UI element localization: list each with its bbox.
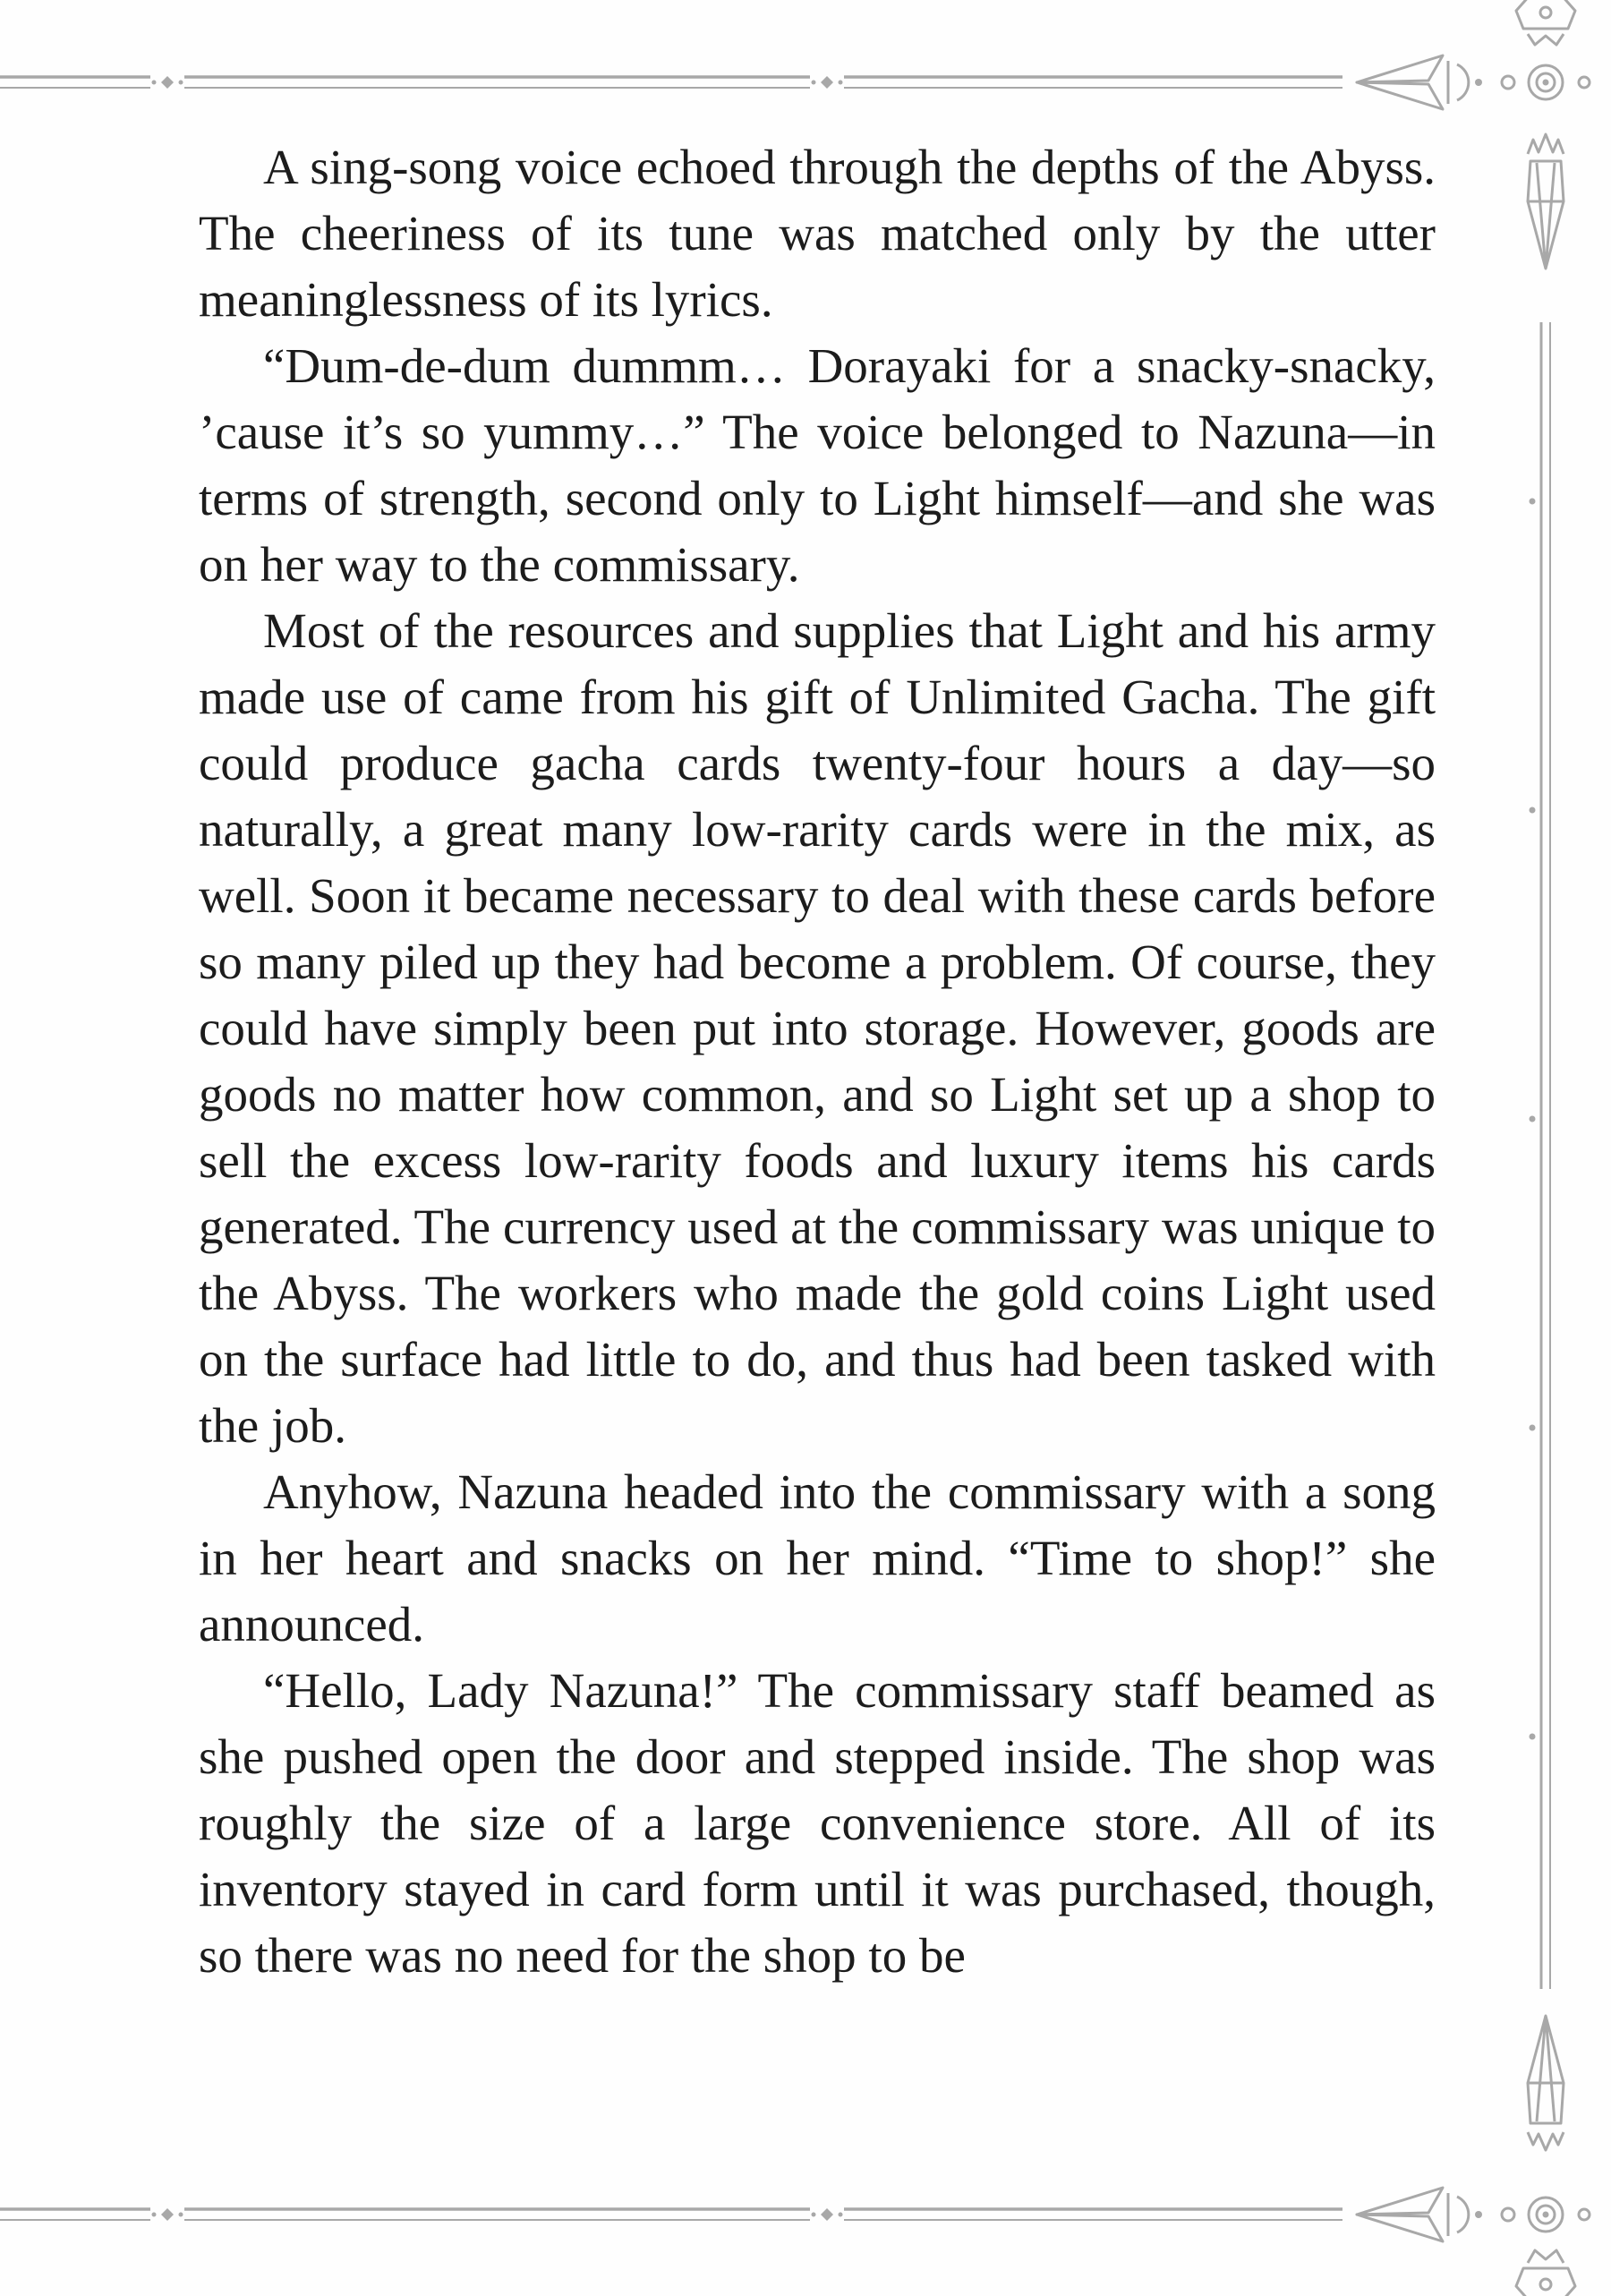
pendant-crystal-bottom [1528,2016,1564,2150]
top-rule-divider-ornament [152,76,843,89]
pendant-crystal-top [1528,134,1564,269]
right-rail-dots [1530,499,1536,1740]
paragraph-3: Most of the resources and supplies that Light and his army made use of came from his gift of Unlimited Gacha. The gift could produce gacha cards twenty-four hours a day—so naturally, a great many low-rarity cards were in the mix, as well. Soon it became necessary to deal with these cards before so many piled up they had become a problem. Of course, they could have simply been put into storage. However, goods are goods no matter how common, and so Light set up a shop to sell the excess low-rarity foods and luxury items his cards generated. The currency used at the commissary was unique to the Abyss. The workers who made the gold coins Light used on the surface had little to do, and thus had been tasked with the job. [199,603,1436,1453]
bottom-border-rule [0,2208,1342,2221]
bottom-circle-ornament [1502,2198,1590,2232]
paragraph-4: Anyhow, Nazuna headed into the commissary with a song in her heart and snacks on her mind. “Time to shop!” she announced. [199,1464,1436,1652]
right-rail [1530,322,1551,1989]
top-lantern-ornament [1516,0,1575,45]
paragraph-1: A sing-song voice echoed through the depths of the Abyss. The cheeriness of its tune was matched only by the utter meaninglessness of its lyrics. [199,140,1436,327]
paragraph-5: “Hello, Lady Nazuna!” The commissary staff beamed as she pushed open the door and stepped inside. The shop was roughly the size of a large convenience store. All of its inventory stayed in card form until it was purchased, though, so there was no need for the shop to be [199,1663,1436,1983]
bottom-rule-divider-ornament [152,2208,843,2221]
paragraph-2: “Dum-de-dum dummm… Dorayaki for a snacky-snacky, ’cause it’s so yummy…” The voice belonged to Nazuna—in terms of strength, second only to Light himself—and she was on her way to the commissary. [199,338,1436,592]
top-circle-ornament [1502,65,1590,99]
top-arrow-ornament [1357,55,1482,109]
bottom-arrow-ornament [1357,2188,1482,2241]
top-border-rule [0,76,1342,89]
page-text [199,134,1436,1989]
bottom-lantern-ornament [1516,2250,1575,2296]
